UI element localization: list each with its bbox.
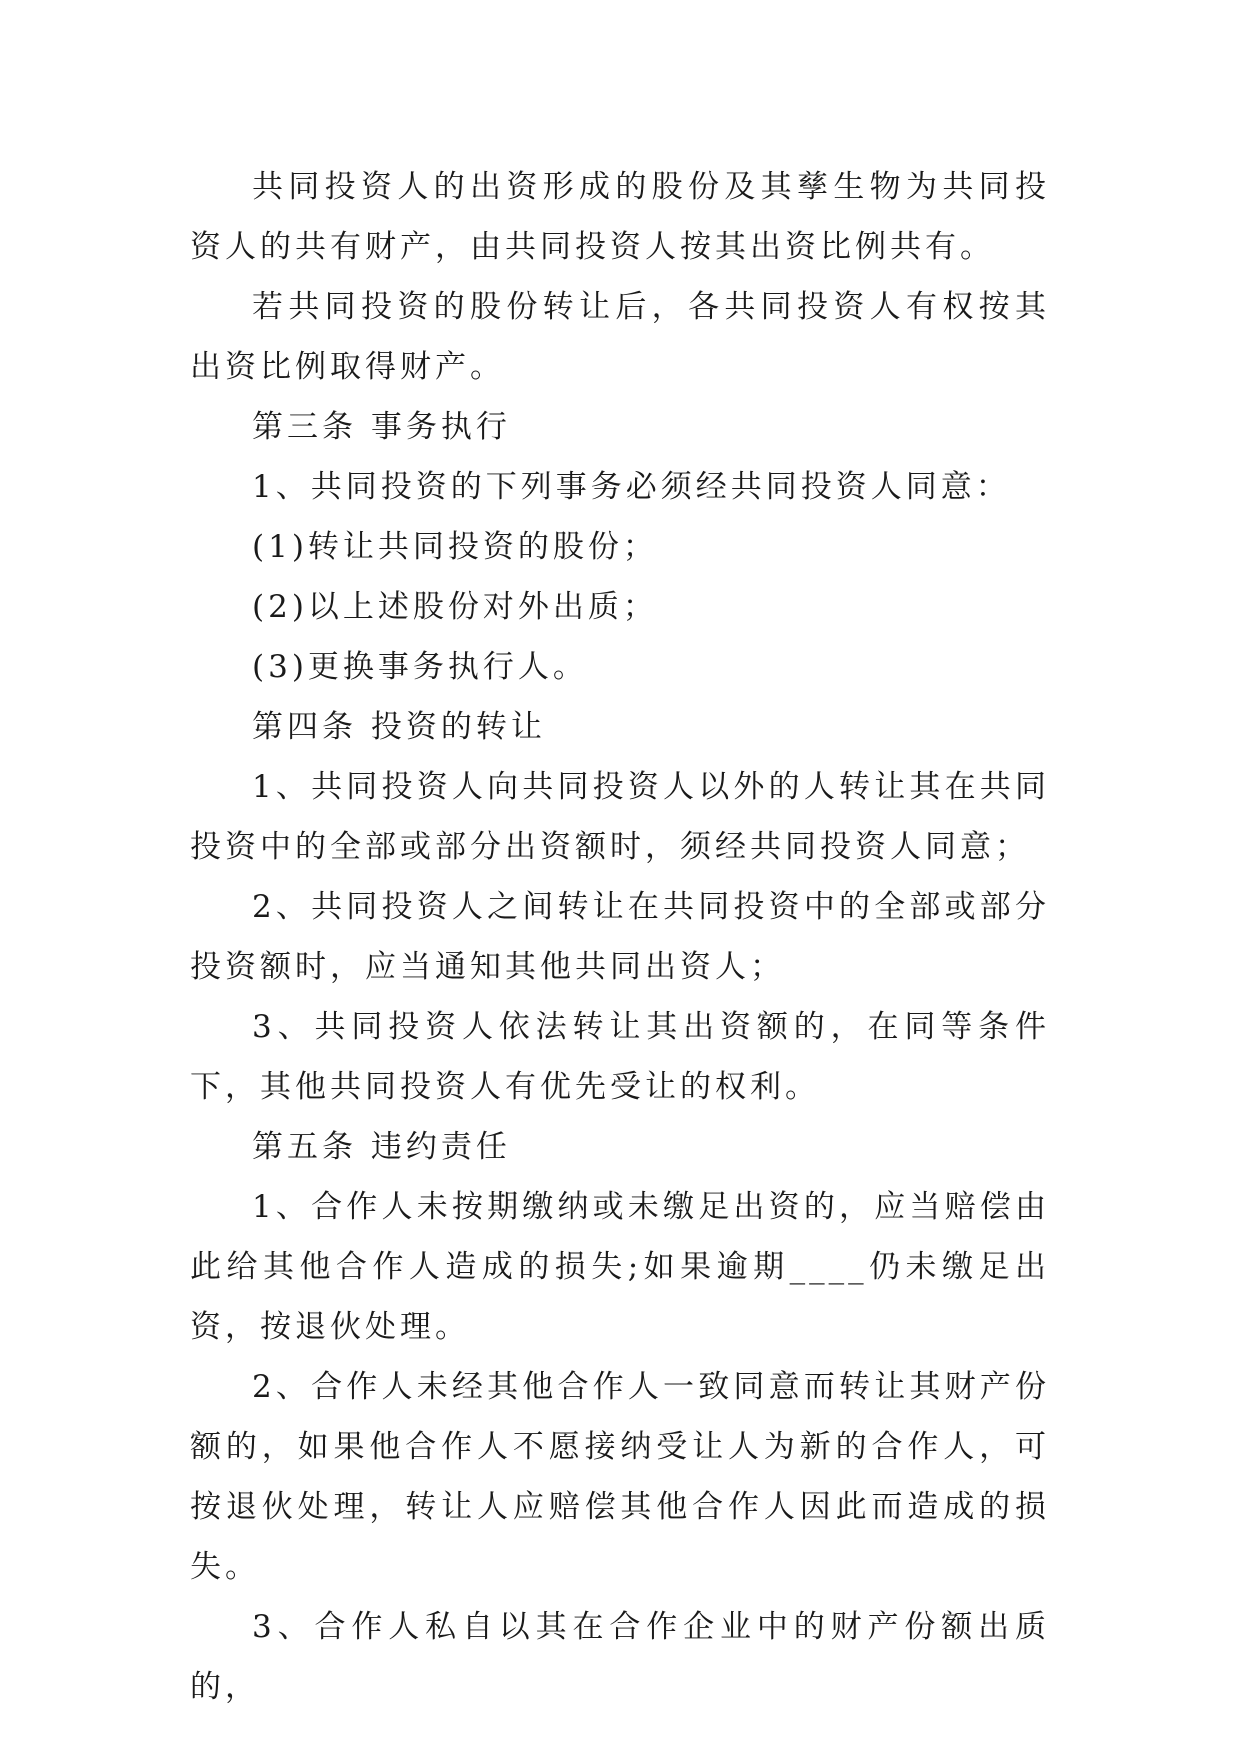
article-5-heading: 第五条 违约责任	[252, 1129, 511, 1165]
paragraph-joint-property: 共同投资人的出资形成的股份及其孳生物为共同投资人的共有财产，由共同投资人按其出资比例共有。	[190, 169, 1050, 265]
article-5-item-3: 3、合作人私自以其在合作企业中的财产份额出质的，	[190, 1609, 1050, 1705]
article-4-item-1: 1、共同投资人向共同投资人以外的人转让其在共同投资中的全部或部分出资额时，须经共同投资人同意；	[190, 769, 1050, 865]
article-3-subitem-1: (1)转让共同投资的股份；	[252, 529, 658, 565]
article-3-heading: 第三条 事务执行	[252, 409, 511, 445]
article-5-item-1: 1、合作人未按期缴纳或未缴足出资的，应当赔偿由此给其他合作人造成的损失;如果逾期____仍未缴足出资，按退伙处理。	[190, 1189, 1050, 1345]
article-3-item-1: 1、共同投资的下列事务必须经共同投资人同意：	[252, 469, 1011, 505]
article-4-item-3: 3、共同投资人依法转让其出资额的，在同等条件下，其他共同投资人有优先受让的权利。	[190, 1009, 1050, 1105]
article-3-subitem-2: (2)以上述股份对外出质；	[252, 589, 658, 625]
paragraph-share-transfer-property: 若共同投资的股份转让后，各共同投资人有权按其出资比例取得财产。	[190, 289, 1050, 385]
article-3-subitem-3: (3)更换事务执行人。	[252, 649, 588, 685]
document-page	[190, 157, 1050, 1717]
article-4-heading: 第四条 投资的转让	[252, 709, 546, 745]
article-5-item-2: 2、合作人未经其他合作人一致同意而转让其财产份额的，如果他合作人不愿接纳受让人为新的合作人，可按退伙处理，转让人应赔偿其他合作人因此而造成的损失。	[190, 1369, 1050, 1585]
article-4-item-2: 2、共同投资人之间转让在共同投资中的全部或部分投资额时，应当通知其他共同出资人；	[190, 889, 1050, 985]
